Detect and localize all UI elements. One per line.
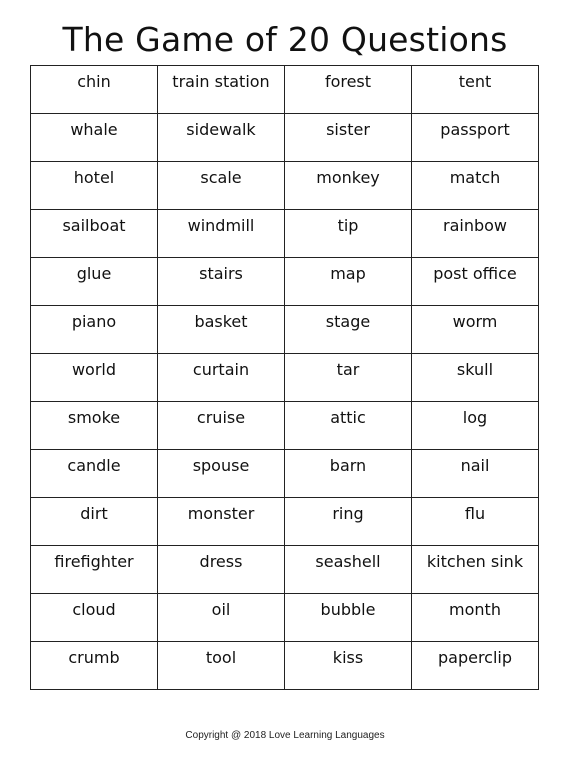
word-text: skull [456, 360, 494, 379]
word-cell [285, 210, 412, 258]
grid-row [31, 642, 539, 690]
word-text: month [449, 600, 501, 619]
word-text: forest [324, 72, 372, 91]
word-cell [31, 354, 158, 402]
word-text: cloud [72, 600, 116, 619]
word-text: tool [205, 648, 237, 667]
word-cell [412, 210, 539, 258]
word-text: log [462, 408, 488, 427]
word-cell [412, 306, 539, 354]
word-text: train station [172, 72, 270, 91]
word-cell [412, 546, 539, 594]
word-cell [31, 114, 158, 162]
word-text: smoke [67, 408, 121, 427]
word-text: flu [464, 504, 486, 523]
word-text: oil [211, 600, 231, 619]
word-text: rainbow [443, 216, 507, 235]
word-cell [285, 306, 412, 354]
word-text: nail [460, 456, 490, 475]
word-text: sailboat [62, 216, 126, 235]
grid-row [31, 402, 539, 450]
word-text: glue [76, 264, 112, 283]
word-cell [412, 450, 539, 498]
word-text: dress [199, 552, 243, 571]
word-cell [412, 498, 539, 546]
grid-row [31, 498, 539, 546]
word-cell [31, 546, 158, 594]
word-text: match [449, 168, 501, 187]
word-text: scale [200, 168, 242, 187]
word-cell [31, 306, 158, 354]
word-cell [31, 258, 158, 306]
grid-row [31, 162, 539, 210]
word-text: monster [187, 504, 255, 523]
grid-row [31, 66, 539, 114]
word-cell [412, 258, 539, 306]
word-text: crumb [68, 648, 120, 667]
word-cell [158, 162, 285, 210]
grid-row [31, 114, 539, 162]
word-cell [158, 66, 285, 114]
word-text: seashell [315, 552, 381, 571]
word-text: candle [67, 456, 121, 475]
copyright-text: Copyright @ 2018 Love Learning Languages [185, 730, 385, 741]
word-cell [285, 450, 412, 498]
word-text: dirt [80, 504, 108, 523]
word-text: piano [71, 312, 117, 331]
word-cell [31, 594, 158, 642]
word-cell [285, 354, 412, 402]
word-cell [158, 594, 285, 642]
word-cell [158, 642, 285, 690]
word-text: firefighter [54, 552, 134, 571]
word-cell [31, 162, 158, 210]
word-text: world [71, 360, 117, 379]
word-text: tar [336, 360, 360, 379]
word-cell [285, 402, 412, 450]
word-cell [158, 546, 285, 594]
word-cell [158, 402, 285, 450]
word-text: post office [433, 264, 517, 283]
word-cell [158, 498, 285, 546]
word-cell [158, 450, 285, 498]
word-text: bubble [320, 600, 376, 619]
word-cell [158, 210, 285, 258]
word-cell [285, 546, 412, 594]
grid-row [31, 210, 539, 258]
word-text: attic [330, 408, 366, 427]
word-cell [285, 642, 412, 690]
word-text: paperclip [437, 648, 513, 667]
word-cell [31, 642, 158, 690]
word-cell [285, 162, 412, 210]
word-text: monkey [316, 168, 380, 187]
word-text: tent [458, 72, 492, 91]
word-text: stage [325, 312, 371, 331]
word-cell [31, 450, 158, 498]
word-cell [158, 258, 285, 306]
word-cell [412, 162, 539, 210]
word-cell [158, 306, 285, 354]
word-cell [412, 402, 539, 450]
word-text: cruise [196, 408, 246, 427]
word-text: tip [337, 216, 359, 235]
word-cell [285, 258, 412, 306]
word-text: map [330, 264, 366, 283]
word-text: hotel [73, 168, 115, 187]
word-text: whale [70, 120, 118, 139]
word-cell [412, 642, 539, 690]
word-text: barn [329, 456, 367, 475]
word-cell [31, 402, 158, 450]
grid-row [31, 546, 539, 594]
word-text: chin [77, 72, 111, 91]
word-cell [412, 66, 539, 114]
word-cell [285, 594, 412, 642]
word-cell [412, 594, 539, 642]
word-cell [31, 498, 158, 546]
grid-row [31, 306, 539, 354]
word-text: sidewalk [186, 120, 256, 139]
word-grid [30, 65, 539, 690]
word-text: curtain [192, 360, 250, 379]
word-cell [285, 114, 412, 162]
word-text: ring [332, 504, 364, 523]
word-cell [31, 66, 158, 114]
word-text: worm [452, 312, 498, 331]
word-cell [285, 66, 412, 114]
grid-row [31, 594, 539, 642]
word-text: passport [440, 120, 510, 139]
word-text: sister [326, 120, 370, 139]
word-cell [31, 210, 158, 258]
grid-row [31, 450, 539, 498]
word-cell [285, 498, 412, 546]
word-cell [158, 114, 285, 162]
grid-row [31, 354, 539, 402]
page-title: The Game of 20 Questions [62, 20, 508, 59]
word-cell [412, 354, 539, 402]
word-cell [412, 114, 539, 162]
word-text: kitchen sink [426, 552, 524, 571]
word-text: basket [194, 312, 248, 331]
word-text: stairs [199, 264, 243, 283]
grid-row [31, 258, 539, 306]
word-text: windmill [187, 216, 255, 235]
word-text: kiss [332, 648, 364, 667]
word-text: spouse [192, 456, 250, 475]
word-cell [158, 354, 285, 402]
